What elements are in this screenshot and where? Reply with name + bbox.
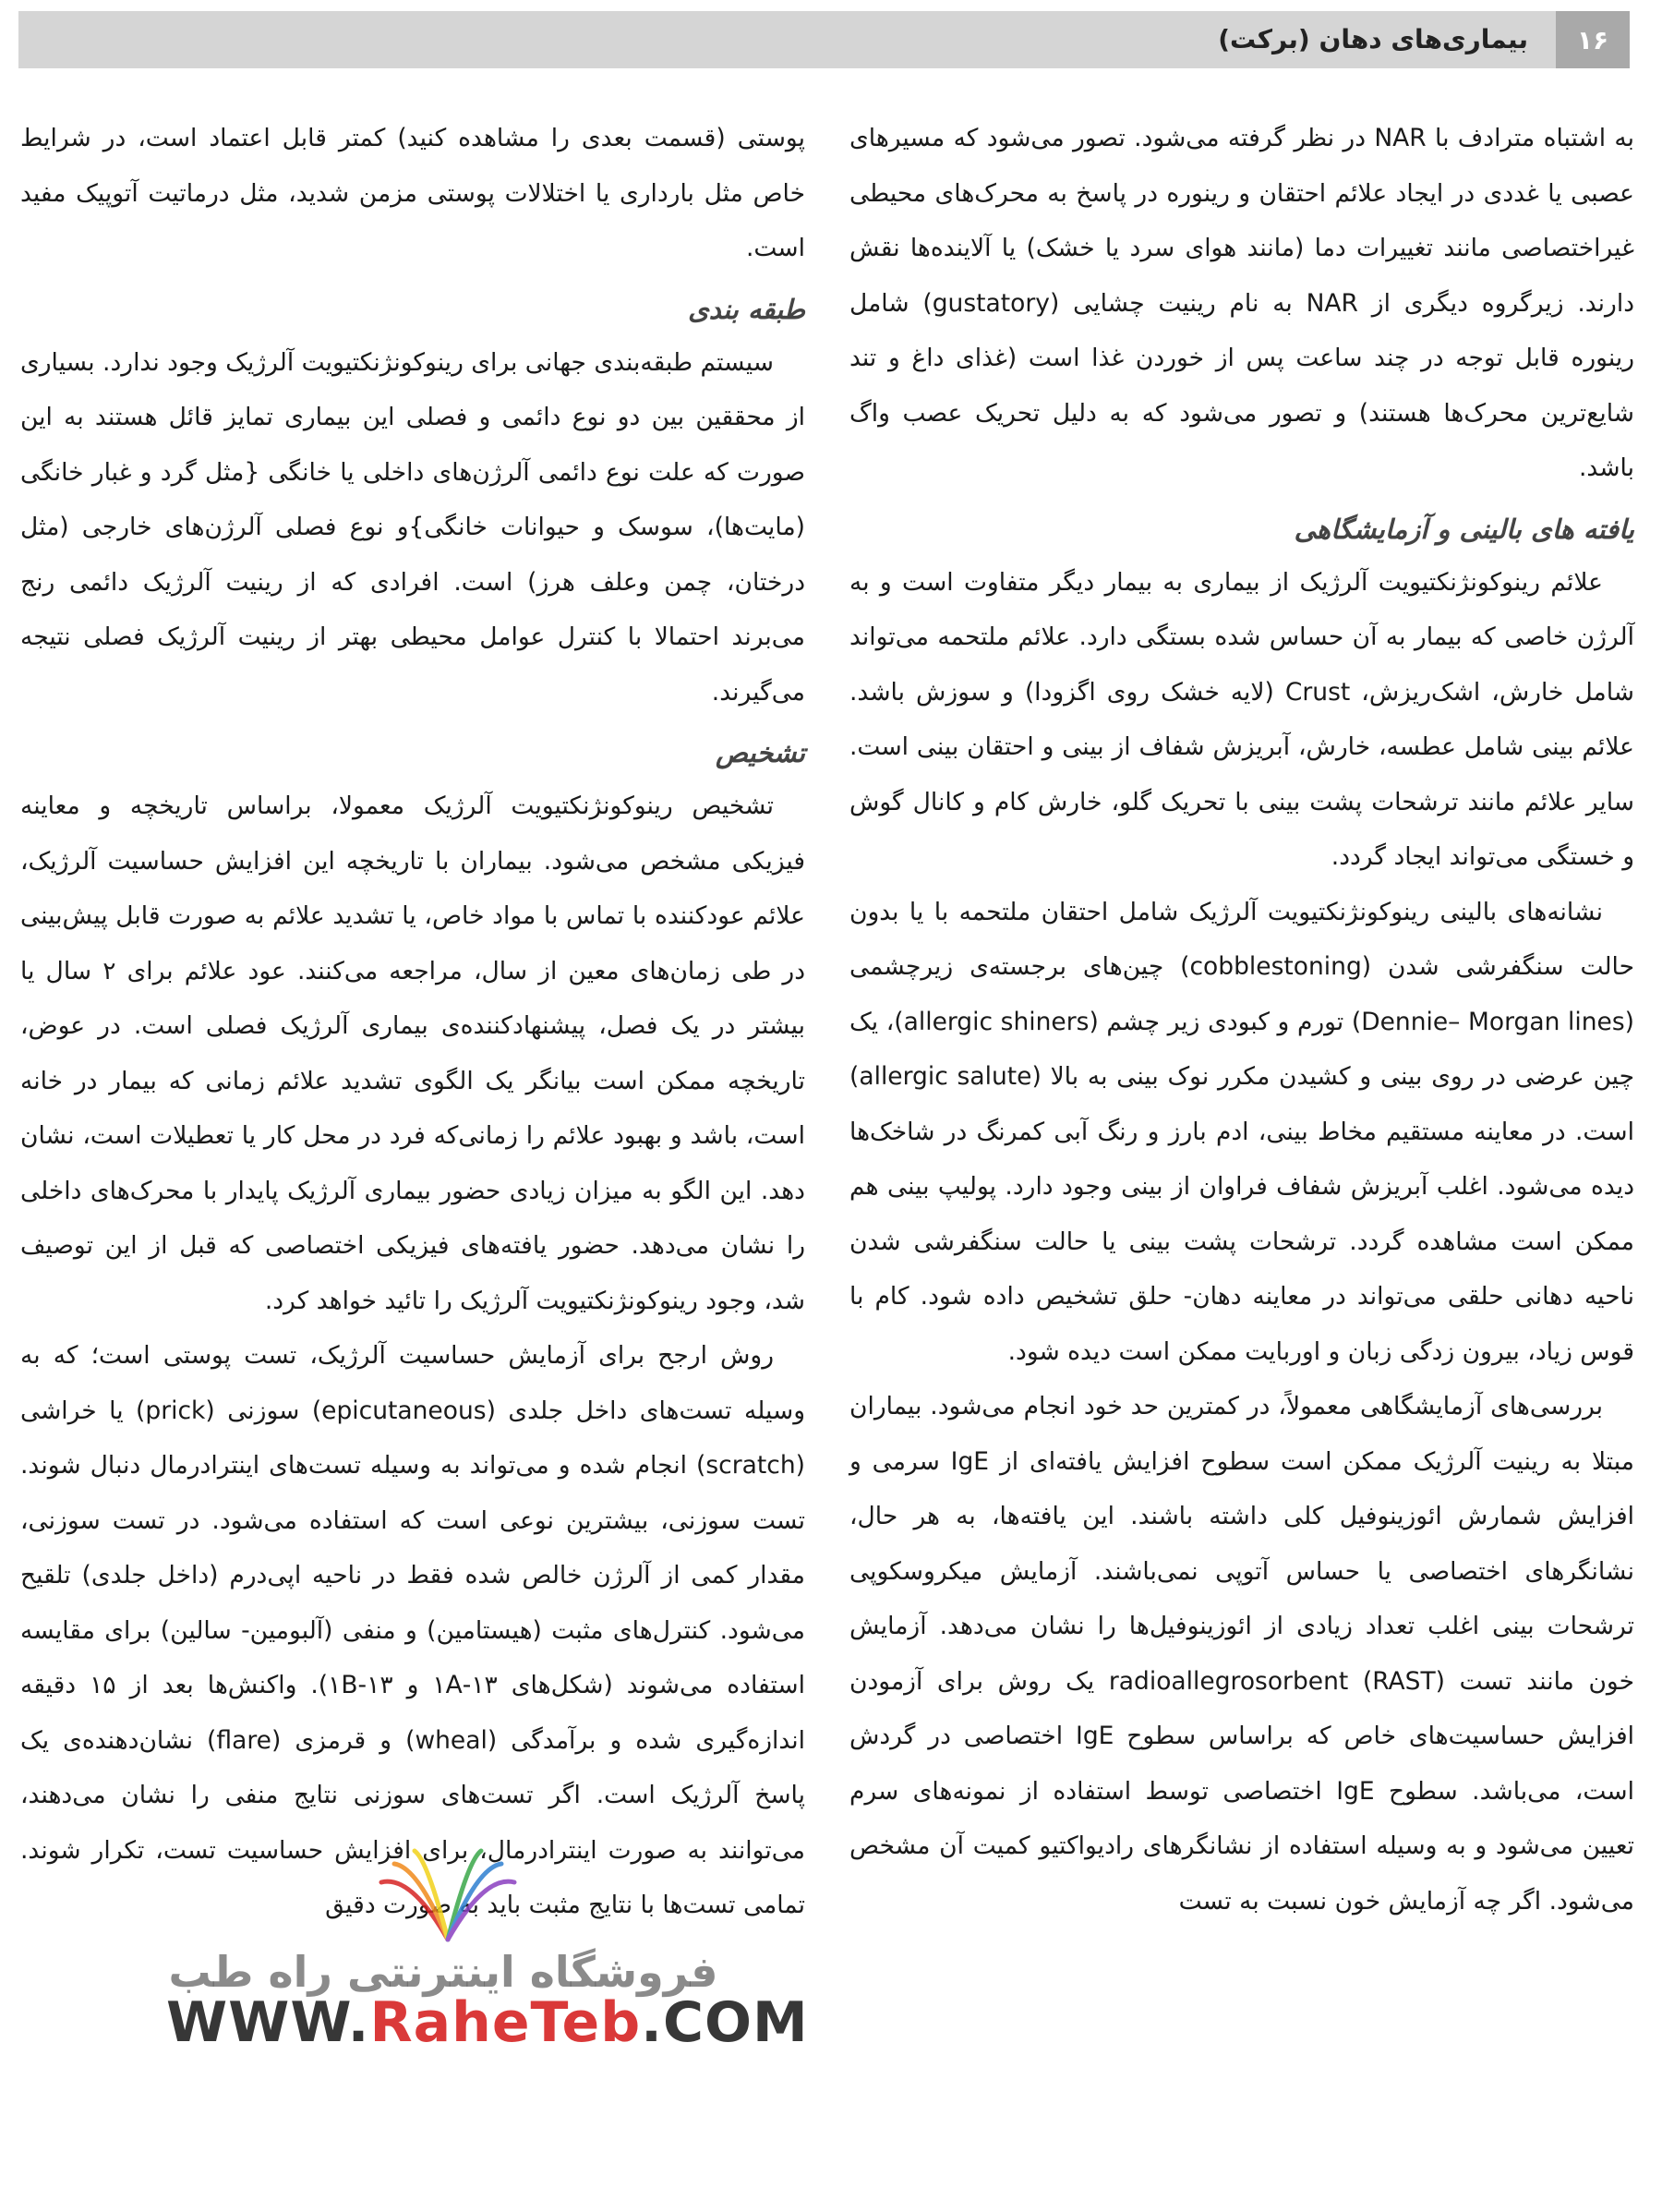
watermark-url — [166, 1990, 809, 2055]
watermark-url-middle: RaheTeb — [369, 1990, 642, 2055]
paragraph: تشخیص رینوکونژنکتیویت آلرژیک معمولا، براساس تاریخچه و معاینه فیزیکی مشخص می‌شود. بیماران با تاریخچه این افزایش حساسیت آلرژیک، علائم عودکننده با تماس با مواد خاص، یا تشدید علائم به صورت قابل پیش‌بینی در طی زمان‌های معین از سال، مراجعه می‌کنند. عود علائم برای ۲ سال یا بیشتر در یک فصل، پیشنهادکننده‌ی بیماری آلرژیک فصلی است. در عوض، تاریخچه ممکن است بیانگر یک الگوی تشدید علائم زمانی که بیمار در خانه است، باشد و بهبود علائم را زمانی‌که فرد در محل کار یا تعطیلات است، نشان دهد. این الگو به میزان زیادی حضور بیماری آلرژیک پایدار با محرک‌های داخلی را نشان می‌دهد. حضور یافته‌های فیزیکی اختصاصی که قبل از این توصیف شد، وجود رینوکونژنکتیویت آلرژیک را تائید خواهد کرد. — [20, 792, 805, 1315]
section-heading-clinical-findings: یافته‌ های بالینی و آزمایشگاهی — [1294, 513, 1634, 545]
watermark-url-suffix: .COM — [641, 1990, 809, 2055]
page-number: ۱۶ — [1556, 11, 1630, 68]
running-header — [18, 11, 1630, 68]
paragraph: نشانه‌های بالینی رینوکونژنکتیویت آلرژیک شامل احتقان ملتحمه با یا بدون حالت سنگفرشی شدن (cobblestoning) چین‌های برجسته‌ی زیرچشمی (Dennie– Morgan lines) تورم و کبودی زیر چشم (allergic shiners)، یک چین عرضی در روی بینی و کشیدن مکرر نوک بینی به بالا (allergic salute) است. در معاینه مستقیم مخاط بینی، ادم بارز و رنگ آبی کمرنگ در شاخک‌ها دیده می‌شود. اغلب آبریزش شفاف فراوان از بینی وجود دارد. پولیپ بینی هم ممکن است مشاهده گردد. ترشحات پشت بینی یا حالت سنگفرشی شدن ناحیه دهانی حلقی می‌تواند در معاینه دهان- حلق تشخیص داده شود. کام با قوس زیاد، بیرون زدگی زبان و اوربایت ممکن است دیده شود. — [849, 897, 1634, 1366]
paragraph: علائم رینوکونژنکتیویت آلرژیک از بیماری به بیمار دیگر متفاوت است و به آلرژن خاصی که بیمار به آن حساس شده بستگی دارد. علائم ملتحمه می‌تواند شامل خارش، اشک‌ریزش، Crust (لایه خشک روی اگزودا) و سوزش باشد. علائم بینی شامل عطسه، خارش، آبریزش شفاف از بینی و احتقان بینی است. سایر علائم مانند ترشحات پشت بینی با تحریک گلو، خارش کام و کانال گوش و خستگی می‌تواند ایجاد گردد. — [849, 567, 1634, 871]
paragraph: به اشتباه مترادف با NAR در نظر گرفته می‌شود. تصور می‌شود که مسیرهای عصبی یا غددی در ایجاد علائم احتقان و رینوره در پاسخ به محرک‌های محیطی غیراختصاصی مانند تغییرات دما (مانند هوای سرد یا خشک) یا آلاینده‌ها نقش دارند. زیرگروه دیگری از NAR به نام رینیت چشایی (gustatory) شامل رینوره قابل توجه در چند ساعت پس از خوردن غذا است (غذای داغ و تند شایع‌ترین محرک‌ها هستند) و تصور می‌شود که به دلیل تحریک عصب واگ باشد. — [849, 124, 1634, 482]
paragraph: سیستم طبقه‌بندی جهانی برای رینوکونژنکتیویت آلرژیک وجود ندارد. بسیاری از محققین بین دو نوع دائمی و فصلی این بیماری تمایز قائل هستند به این صورت که علت نوع دائمی آلرژن‌های داخلی یا خانگی {مثل گرد و غبار خانگی (مایت‌ها)، سوسک و حیوانات خانگی}و نوع فصلی آلرژن‌های خارجی (مثل درختان، چمن وعلف هرز) است. افرادی که از رینیت آلرژیک دائمی رنج می‌برند احتمالا با کنترل عوامل محیطی بهتر از رینیت آلرژیک فصلی نتیجه می‌گیرند. — [20, 347, 805, 707]
paragraph: روش ارجح برای آزمایش حساسیت آلرژیک، تست پوستی است؛ که به وسیله تست‌های داخل جلدی (epicutaneous) سوزنی (prick) یا خراشی (scratch) انجام شده و می‌تواند به وسیله تست‌های اینترادرمال دنبال شوند. تست سوزنی، بیشترین نوعی است که استفاده می‌شود. در تست سوزنی، مقدار کمی از آلرژن خالص شده فقط در ناحیه اپی‌درم (داخل جلدی) تلقیح می‌شود. کنترل‌های مثبت (هیستامین) و منفی (آلبومین- سالین) برای مقایسه استفاده می‌شوند (شکل‌های ۱۳-۱A و ۱۳-۱B). واکنش‌ها بعد از ۱۵ دقیقه اندازه‌گیری شده و برآمدگی (wheal) و قرمزی (flare) نشان‌دهنده‌ی یک پاسخ آلرژیک است. اگر تست‌های سوزنی نتایج منفی را نشان می‌دهند، می‌توانند به صورت اینترادرمال، برای افزایش حساسیت تست، تکرار شوند. تمامی تست‌ها با نتایج مثبت باید به صورت دقیق — [20, 1341, 806, 1919]
watermark-shop-text: فروشگاه اینترنتی راه طب — [168, 1947, 718, 1997]
left-column — [20, 111, 805, 1933]
paragraph: بررسی‌های آزمایشگاهی معمولاً، در کمترین حد خود انجام می‌شود. بیماران مبتلا به رینیت آلرژیک ممکن است سطوح افزایش یافته‌ای از IgE سرمی و افزایش شمارش ائوزینوفیل کلی داشته باشند. این یافته‌ها، به هر حال، نشانگرهای اختصاصی یا حساس آتوپی نمی‌باشند. آزمایش میکروسکوپی ترشحات بینی اغلب تعداد زیادی از ائوزینوفیل‌ها را نشان می‌دهد. آزمایش خون مانند تست radioallegrosorbent (RAST) یک روش برای آزمودن افزایش حساسیت‌های خاص که براساس سطوح IgE اختصاصی در گردش است، می‌باشد. سطوح IgE اختصاصی توسط استفاده از نمونه‌های سرم تعیین می‌شود و به وسیله استفاده از نشانگرهای رادیواکتیو کمیت آن مشخص می‌شود. اگر چه آزمایش خون نسبت به تست — [849, 1392, 1635, 1916]
running-header-title: بیماری‌های دهان (برکت) — [1218, 24, 1528, 54]
watermark-url-prefix: WWW. — [166, 1990, 370, 2055]
paragraph: پوستی (قسمت بعدی را مشاهده کنید) کمتر قابل اعتماد است، در شرایط خاص مثل بارداری یا اختلالات پوستی مزمن شدید، مثل درماتیت آتوپیک مفید است. — [20, 124, 805, 262]
right-column — [849, 111, 1634, 1928]
section-heading-diagnosis: تشخیص — [716, 737, 805, 768]
section-heading-classification: طبقه‌ بندی — [688, 293, 805, 325]
